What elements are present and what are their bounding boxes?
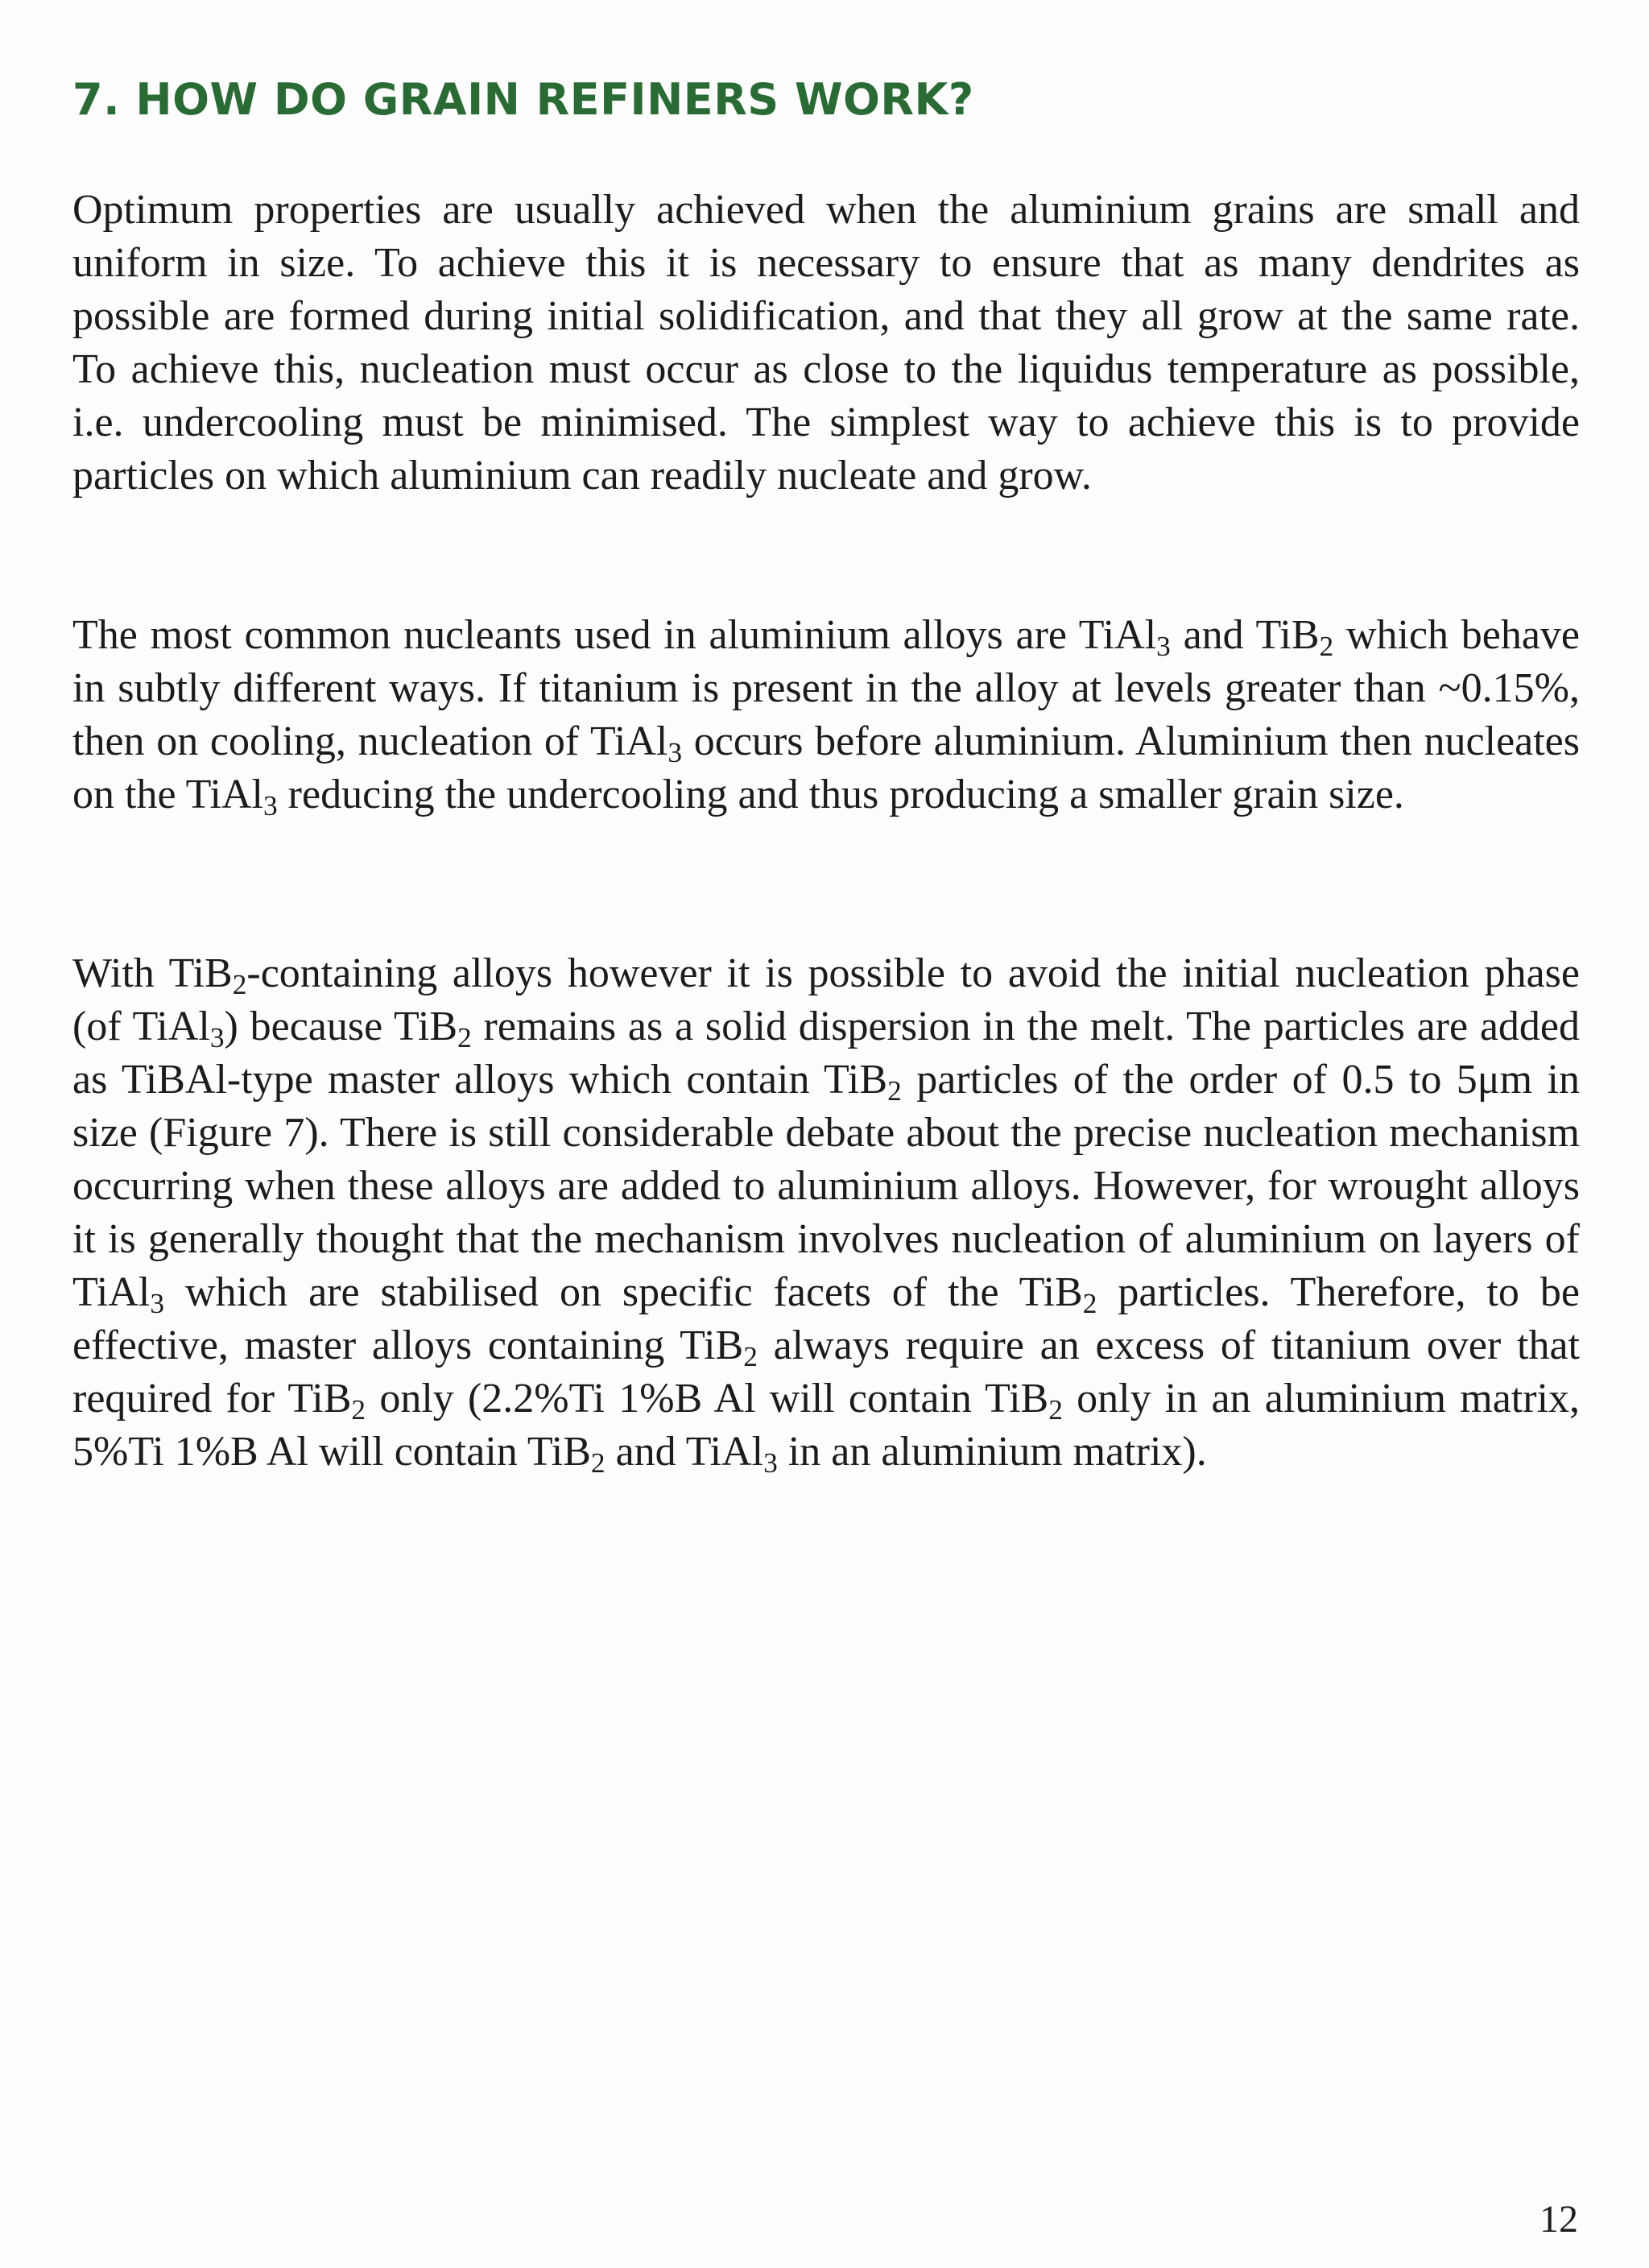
subscript: 3 — [262, 788, 278, 822]
subscript: 2 — [743, 1339, 758, 1372]
subscript: 2 — [457, 1020, 472, 1053]
section-heading: 7. HOW DO GRAIN REFINERS WORK? — [72, 74, 974, 125]
subscript: 3 — [1156, 629, 1171, 662]
subscript: 2 — [590, 1446, 605, 1479]
subscript: 2 — [351, 1393, 366, 1426]
paragraph-1: Optimum properties are usually achieved when the aluminium grains are small and uniform in size. To achieve this it is necessary to ensure that as many dendrites as possible are formed during initial solidification, and that they all grow at the same rate. To achieve this, nucleation must occur as close to the liquidus temperature as possible, i.e. undercooling must be minimised. The simplest way to achieve this is to provide particles on which aluminium can readily nucleate and grow. — [72, 187, 1580, 499]
subscript: 2 — [1048, 1393, 1063, 1426]
subscript: 3 — [150, 1286, 165, 1319]
subscript: 3 — [667, 735, 683, 768]
subscript: 2 — [232, 967, 247, 1000]
subscript: 2 — [1082, 1286, 1097, 1319]
page-number: 12 — [1539, 2198, 1578, 2241]
paragraph-3: With TiB$_2$-containing alloys however it is possible to avoid the initial nucleation phase (of TiAl$_3$) because TiB$_2$ remains as a solid dispersion in the melt. The particles are added as TiBAl-type master alloys which contain TiB$_2$ particles of the order of 0.5 to 5μm in size (Figure 7). There is still considerable debate about the precise nucleation mechanism occurring when these alloys are added to aluminium alloys. However, for wrought alloys it is generally thought that the mechanism involves nucleation of aluminium on layers of TiAl$_3$ which are stabilised on specific facets of the TiB$_2$ particles. Therefore, to be effective, master alloys containing TiB$_2$ always require an excess of titanium over that required for TiB$_2$ only (2.2%Ti 1%B Al will contain TiB$_2$ only in an aluminium matrix, 5%Ti 1%B Al will contain TiB$_2$ and TiAl$_3$ in an aluminium matrix). — [72, 950, 1581, 1479]
subscript: 3 — [763, 1446, 778, 1479]
subscript: 2 — [887, 1074, 902, 1107]
paragraph-2: The most common nucleants used in aluminium alloys are TiAl$_3$ and TiB$_2$ which behave in subtly different ways. If titanium is present in the alloy at levels greater than ~0.15%, then on cooling, nucleation of TiAl$_3$ occurs before aluminium. Aluminium then nucleates on the TiAl$_3$ reducing the undercooling and thus producing a smaller grain size. — [72, 612, 1580, 822]
subscript: 3 — [209, 1020, 225, 1053]
subscript: 2 — [1319, 629, 1334, 662]
